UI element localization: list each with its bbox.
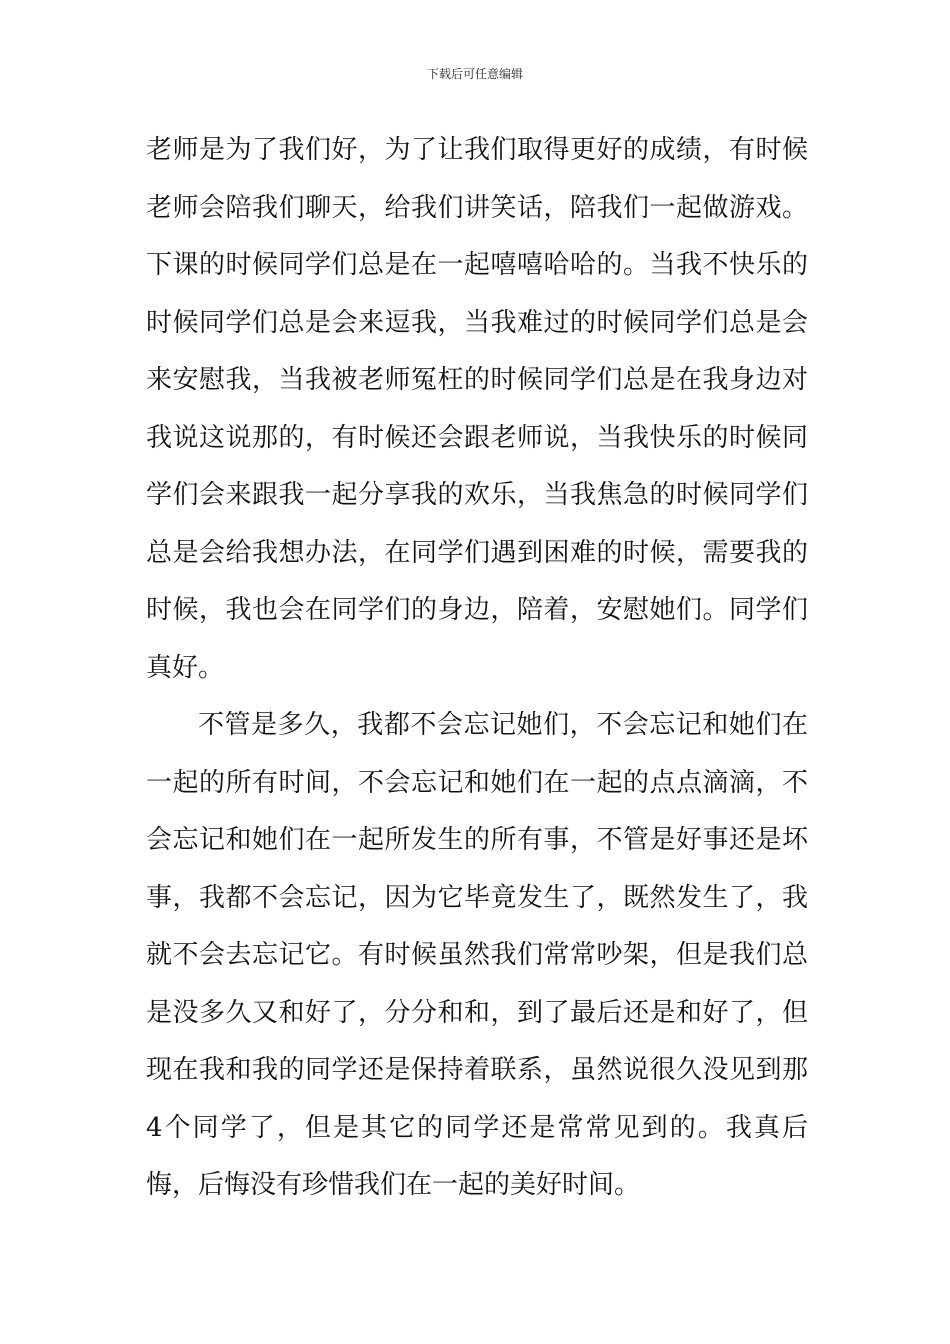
paragraph-1: 老师是为了我们好，为了让我们取得更好的成绩，有时候老师会陪我们聊天，给我们讲笑话，陪我们一起做游戏。下课的时候同学们总是在一起嘻嘻哈哈的。当我不快乐的时候同学们总是会来逗我，当我难过的时候同学们总是会来安慰我，当我被老师冤枉的时候同学们总是在我身边对我说这说那的，有时候还会跟老师说，当我快乐的时候同学们会来跟我一起分享我的欢乐，当我焦急的时候同学们总是会给我想办法，在同学们遇到困难的时候，需要我的时候，我也会在同学们的身边，陪着，安慰她们。同学们真好。 xyxy=(146,135,808,683)
document-body xyxy=(146,122,808,1215)
page-header xyxy=(0,66,950,82)
paragraph-2: 不管是多久，我都不会忘记她们，不会忘记和她们在一起的所有时间，不会忘记和她们在一起的点点滴滴，不会忘记和她们在一起所发生的所有事，不管是好事还是坏事，我都不会忘记，因为它毕竟发生了，既然发生了，我就不会去忘记它。有时候虽然我们常常吵架，但是我们总是没多久又和好了，分分和和，到了最后还是和好了，但现在我和我的同学还是保持着联系，虽然说很久没见到那4个同学了，但是其它的同学还是常常见到的。我真后悔，后悔没有珍惜我们在一起的美好时间。 xyxy=(146,710,808,1200)
header-text: 下载后可任意编辑 xyxy=(426,67,523,81)
